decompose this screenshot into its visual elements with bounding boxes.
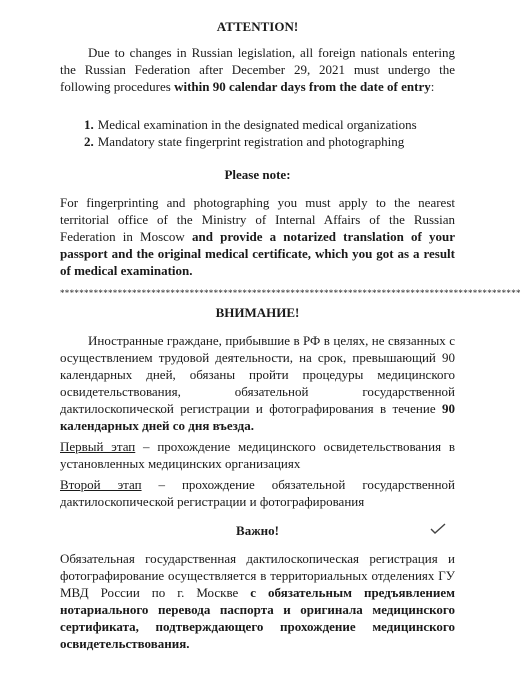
english-note-text: For fingerprinting and photographing you must apply to the nearest territorial office of the Ministry of Internal Affairs of the Russian Federation in Moscow (60, 195, 455, 244)
procedure-number: 1. (84, 117, 94, 132)
english-intro-text: Due to changes in Russian legislation, all foreign nationals entering the Russian Federation after December 29, 2021 must undergo the following procedures (60, 45, 455, 94)
english-intro-paragraph (60, 44, 455, 95)
russian-stage-two (60, 476, 455, 510)
procedure-text: Medical examination in the designated medical organizations (97, 117, 417, 132)
stage-two-text: – прохождение обязательной государственной дактилоскопической регистрации и фотографирования (60, 477, 455, 509)
english-intro-deadline: within 90 calendar days from the date of entry (174, 79, 431, 94)
russian-stage-one (60, 438, 455, 472)
stage-one-label: Первый этап (60, 439, 136, 454)
procedure-number: 2. (84, 134, 94, 149)
vazhno-title: Важно! (236, 523, 279, 538)
russian-intro-paragraph (60, 332, 455, 434)
please-note-title: Please note: (224, 167, 291, 182)
english-intro-end: : (430, 79, 435, 94)
russian-note-paragraph (60, 550, 455, 652)
stage-one-text: – прохождение медицинского освидетельствования в установленных медицинских организациях (60, 439, 455, 471)
russian-intro-deadline: 90 календарных дней со дня въезда. (60, 401, 455, 433)
russian-intro-text: Иностранные граждане, прибывшие в РФ в целях, не связанных с осуществлением трудовой деятельности, на срок, превышающий 90 календарных дней, обязаны пройти процедуры медицинского освидетельствования, обязательной государственной дактилоскопической регистрации и фотографирования в течение (60, 333, 455, 416)
russian-note-text: Обязательная государственная дактилоскопическая регистрация и фотографирование осуществляется в территориальных отделениях ГУ МВД России по г. Москве (60, 551, 455, 600)
procedure-item (84, 116, 464, 133)
attention-title: ATTENTION! (216, 19, 299, 34)
stage-two-label: Второй этап (60, 477, 142, 492)
english-note-emphasis: and provide a notarized translation of your passport and the original medical certificate, which you got as a result of medical examination. (60, 229, 455, 278)
procedure-item (84, 133, 464, 150)
asterisk-separator: ************************************************************************************************ (60, 288, 521, 298)
russian-note-emphasis: с обязательным предъявлением нотариального перевода паспорта и оригинала медицинского сертификата, подтверждающего прохождение медицинского освидетельствования. (60, 585, 455, 651)
vnimanie-title: ВНИМАНИЕ! (215, 305, 300, 320)
english-note-paragraph (60, 194, 455, 279)
procedure-text: Mandatory state fingerprint registration and photographing (97, 134, 405, 149)
procedures-list (84, 116, 464, 150)
